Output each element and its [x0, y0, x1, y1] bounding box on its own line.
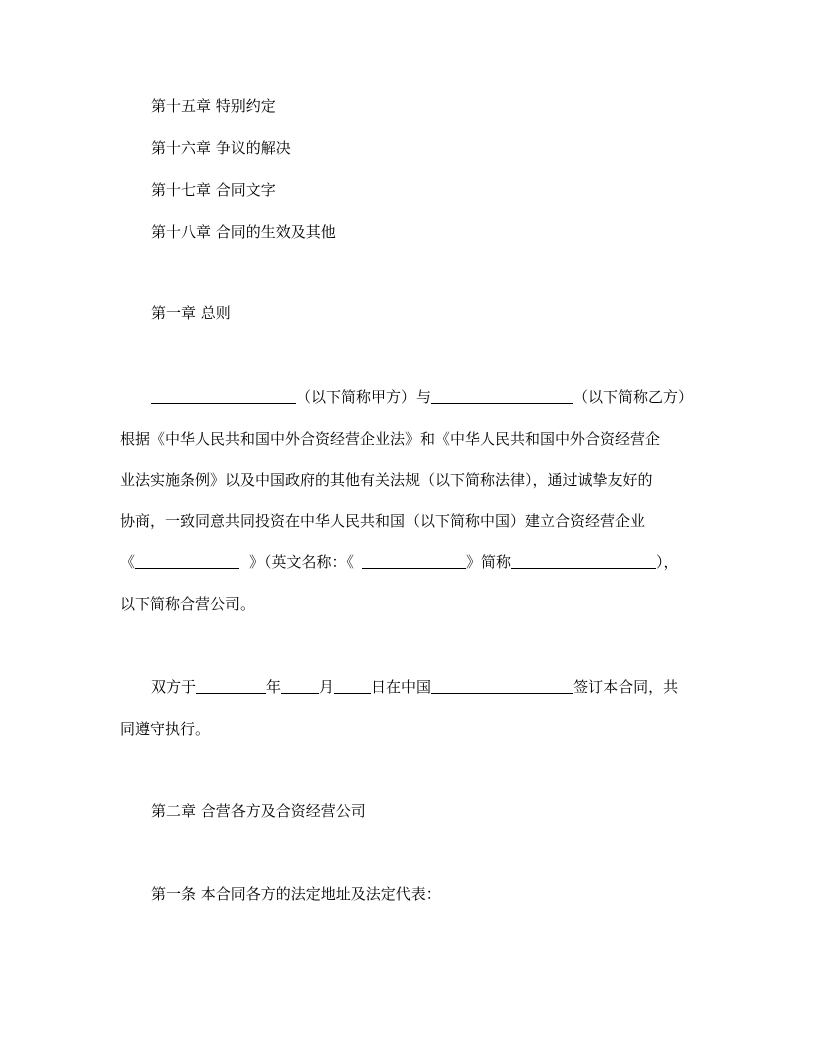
toc-chapter-16: 第十六章 争议的解决	[151, 139, 291, 157]
chapter-2-heading: 第二章 合营各方及合资经营公司	[151, 802, 366, 820]
paragraph-1-line-4: 协商，一致同意共同投资在中华人民共和国（以下简称中国）建立合资经营企业	[120, 512, 646, 530]
month-blank[interactable]	[281, 678, 319, 694]
paragraph-2-line-1	[151, 677, 678, 697]
open-quote: 《	[120, 553, 136, 571]
company-name-blank[interactable]	[135, 553, 239, 569]
party-b-blank[interactable]	[431, 388, 573, 404]
signing-suffix: 签订本合同，共	[573, 678, 679, 696]
toc-chapter-15: 第十五章 特别约定	[151, 97, 276, 115]
article-1-heading: 第一条 本合同各方的法定地址及法定代表：	[151, 885, 441, 903]
toc-chapter-18: 第十八章 合同的生效及其他	[151, 223, 336, 241]
paragraph-1-line-3: 业法实施条例》以及中国政府的其他有关法规（以下简称法律），通过诚挚友好的	[120, 471, 653, 489]
english-name-blank[interactable]	[362, 553, 466, 569]
closing-paren: ），	[656, 553, 679, 571]
month-label: 月	[319, 678, 335, 696]
paragraph-1-line-6: 以下简称合营公司。	[120, 595, 256, 613]
chapter-1-heading: 第一章 总则	[151, 304, 231, 322]
day-label: 日在中国	[371, 678, 432, 696]
signing-prefix: 双方于	[151, 678, 197, 696]
party-a-label: （以下简称甲方）与	[296, 388, 432, 406]
abbreviation-blank[interactable]	[511, 553, 656, 569]
year-label: 年	[266, 678, 282, 696]
paragraph-1-line-2: 根据《中华人民共和国中外合资经营企业法》和《中华人民共和国中外合资经营企	[120, 430, 661, 448]
party-a-blank[interactable]	[151, 388, 296, 404]
day-blank[interactable]	[334, 678, 371, 694]
party-b-label: （以下简称乙方）	[573, 388, 694, 406]
paragraph-1-line-5	[120, 552, 679, 572]
year-blank[interactable]	[196, 678, 266, 694]
abbreviation-label: 》简称	[466, 553, 512, 571]
english-name-label: 》（英文名称：《	[249, 553, 355, 571]
paragraph-2-line-2: 同遵守执行。	[120, 720, 211, 738]
toc-chapter-17: 第十七章 合同文字	[151, 181, 276, 199]
location-blank[interactable]	[431, 678, 573, 694]
paragraph-1-line-1	[151, 387, 693, 407]
